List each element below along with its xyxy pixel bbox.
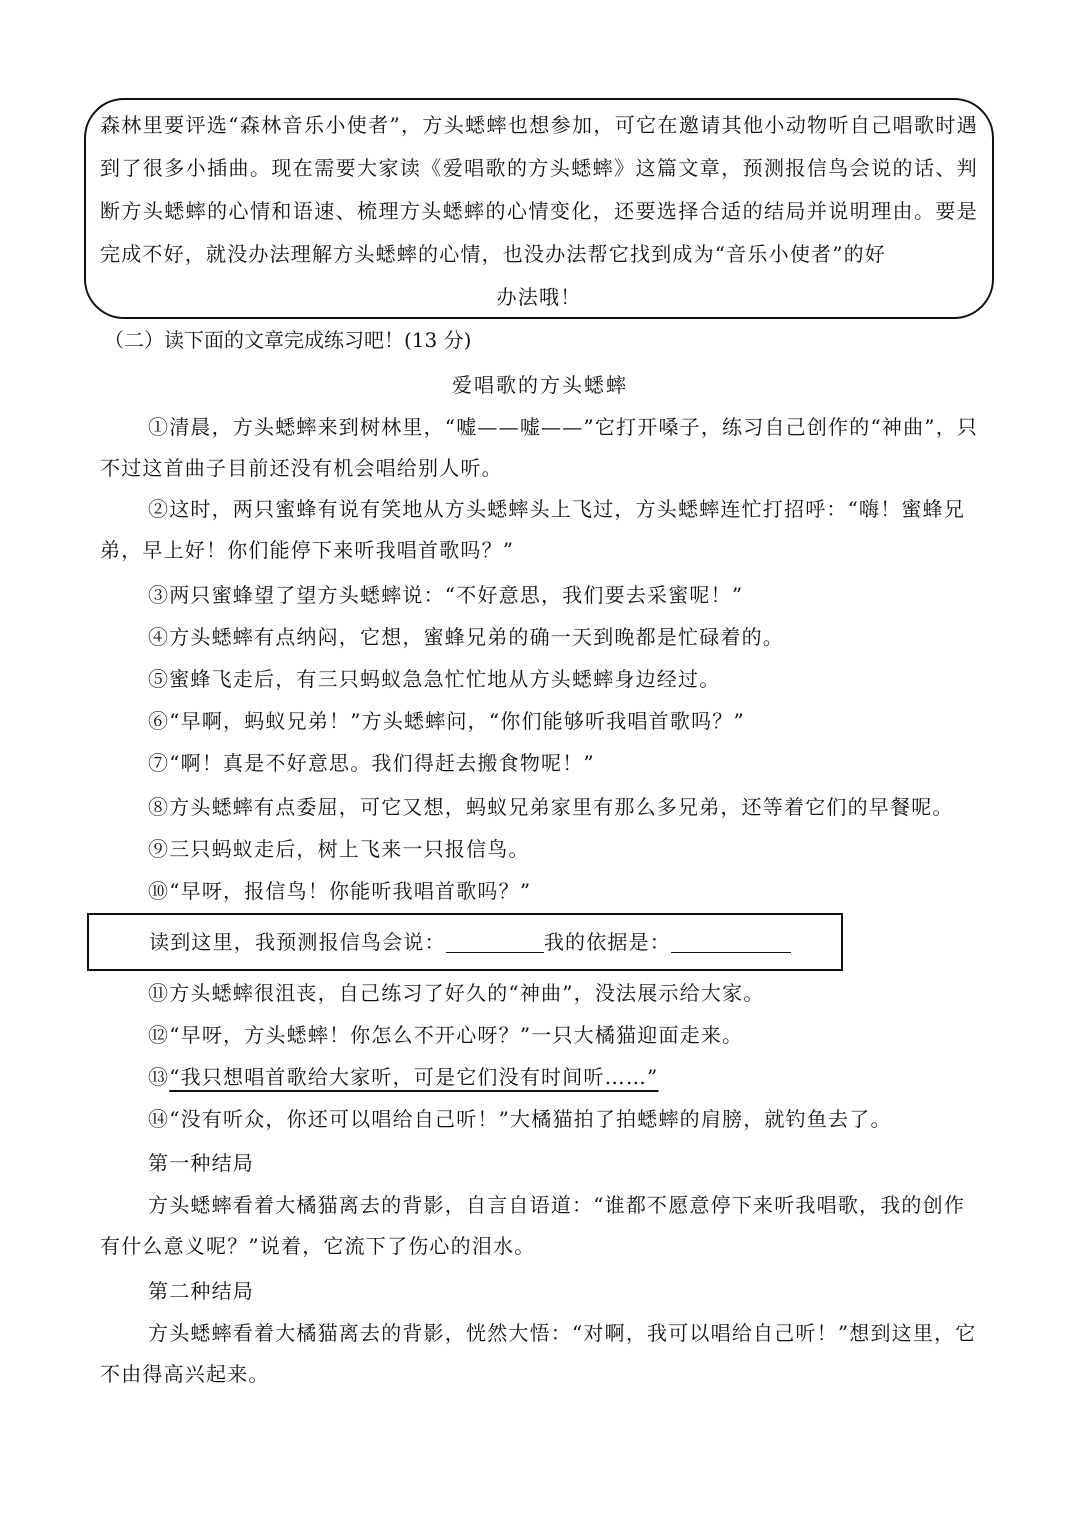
paragraph-12: ⑫“早呀，方头蟋蟀！你怎么不开心呀？”一只大橘猫迎面走来。 [148,1023,744,1047]
paragraph-8: ⑧方头蟋蟀有点委屈，可它又想，蚂蚁兄弟家里有那么多兄弟，还等着它们的早餐呢。 [148,795,954,819]
paragraph-10: ⑩“早呀，报信鸟！你能听我唱首歌吗？” [148,879,532,903]
paragraph-13 [100,1057,984,1098]
prediction-label: 读到这里，我预测报信鸟会说： [149,930,446,954]
prediction-box [87,913,843,971]
basis-label: 我的依据是： [543,930,672,954]
paragraph-14: ⑭“没有听众，你还可以唱给自己听！”大橘猫拍了拍蟋蟀的肩膀，就钓鱼去了。 [148,1107,892,1131]
ending-2-text: 方头蟋蟀看着大橘猫离去的背影，恍然大悟：“对啊，我可以唱给自己听！”想到这里，它不由得高兴起来。 [100,1321,977,1386]
ending-2-heading: 第二种结局 [148,1279,254,1303]
paragraph-9: ⑨三只蚂蚁走后，树上飞来一只报信鸟。 [148,837,530,861]
paragraph-7: ⑦“啊！真是不好意思。我们得赶去搬食物呢！” [148,751,595,775]
paragraph-5: ⑤蜜蜂飞走后，有三只蚂蚁急急忙忙地从方头蟋蟀身边经过。 [148,667,721,691]
basis-blank[interactable] [671,928,791,953]
paragraph-2: ②这时，两只蜜蜂有说有笑地从方头蟋蟀头上飞过，方头蟋蟀连忙打招呼：“嗨！蜜蜂兄弟，早上好！你们能停下来听我唱首歌吗？” [100,497,966,562]
paragraph-1: ①清晨，方头蟋蟀来到树林里，“嘘——嘘——”它打开嗓子，练习自己创作的“神曲”，只不过这首曲子目前还没有机会唱给别人听。 [100,415,979,480]
article-title: 爱唱歌的方头蟋蟀 [452,373,628,397]
paragraph-6: ⑥“早啊，蚂蚁兄弟！”方头蟋蟀问，“你们能够听我唱首歌吗？” [148,709,745,733]
intro-text [100,104,978,319]
prediction-blank[interactable] [446,928,544,953]
intro-body: 森林里要评选“森林音乐小使者”，方头蟋蟀也想参加，可它在邀请其他小动物听自己唱歌时遇到了很多小插曲。现在需要大家读《爱唱歌的方头蟋蟀》这篇文章，预测报信鸟会说的话、判断方头蟋蟀的心情和语速、梳理方头蟋蟀的心情变化，还要选择合适的结局并说明理由。要是完成不好，就没办法理解方头蟋蟀的心情，也没办法帮它找到成为“音乐小使者”的好 [100,113,978,266]
paragraph-13-underlined-text: “我只想唱首歌给大家听，可是它们没有时间听……” [169,1065,659,1089]
ending-1-text: 方头蟋蟀看着大橘猫离去的背影，自言自语道：“谁都不愿意停下来听我唱歌，我的创作有什么意义呢？”说着，它流下了伤心的泪水。 [100,1193,966,1258]
ending-1-heading: 第一种结局 [148,1151,254,1175]
paragraph-3: ③两只蜜蜂望了望方头蟋蟀说：“不好意思，我们要去采蜜呢！” [148,583,744,607]
prediction-line [149,923,791,961]
section-heading: （二）读下面的文章完成练习吧！(13 分) [104,328,472,352]
intro-box [84,98,994,319]
paragraph-4: ④方头蟋蟀有点纳闷，它想，蜜蜂兄弟的确一天到晚都是忙碌着的。 [148,625,784,649]
intro-last-line: 办法哦！ [496,285,582,309]
paragraph-11: ⑪方头蟋蟀很沮丧，自己练习了好久的“神曲”，没法展示给大家。 [148,981,765,1005]
paragraph-13-number: ⑬ [148,1065,170,1089]
